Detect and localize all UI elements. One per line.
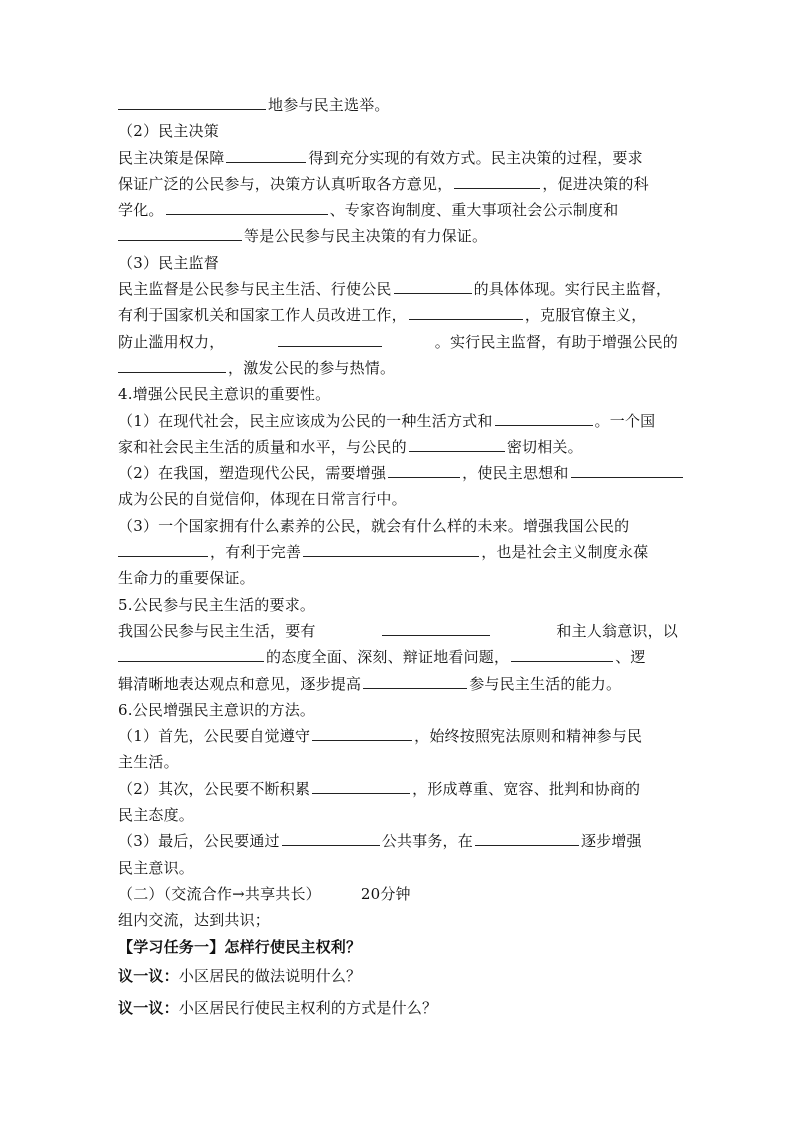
task-heading: 【学习任务一】怎样行使民主权利？	[118, 937, 362, 956]
fill-blank[interactable]	[382, 618, 490, 636]
text-line: （3）一个国家拥有什么素养的公民，就会有什么样的未来。增强我国公民的	[118, 516, 630, 535]
fill-blank[interactable]	[118, 92, 266, 110]
text-line: 防止滥用权力， 。实行民主监督，有助于增强公民的	[118, 329, 678, 355]
fill-blank[interactable]	[118, 355, 226, 373]
fill-blank[interactable]	[118, 539, 208, 557]
fill-blank[interactable]	[571, 460, 683, 478]
text-line: 主生活。	[118, 753, 179, 772]
text-line: ，有利于完善 ，也是社会主义制度永葆	[118, 539, 678, 565]
section-heading: 6.公民增强民主意识的方法。	[118, 700, 316, 719]
text-line: 民主决策是保障 得到充分实现的有效方式。民主决策的过程，要求	[118, 145, 678, 171]
section-heading: 4.增强公民民主意识的重要性。	[118, 385, 331, 404]
fill-blank[interactable]	[388, 460, 460, 478]
text-line: 的态度全面、深刻、辩证地看问题， 、逻	[118, 644, 678, 670]
fill-blank[interactable]	[118, 223, 242, 241]
text-line: （1）在现代社会，民主应该成为公民的一种生活方式和 。一个国	[118, 408, 678, 434]
fill-blank[interactable]	[475, 828, 579, 846]
section-heading: （二）（交流合作→共享共长） 20分钟	[118, 884, 411, 903]
fill-blank[interactable]	[394, 276, 472, 294]
text-line: 保证广泛的公民参与，决策方认真听取各方意见， ，促进决策的科	[118, 171, 678, 197]
fill-blank[interactable]	[226, 145, 306, 163]
fill-blank[interactable]	[118, 644, 264, 662]
text-line: 家和社会民主生活的质量和水平，与公民的 密切相关。	[118, 434, 678, 460]
text-line: 成为公民的自觉信仰，体现在日常言行中。	[118, 490, 407, 509]
text-line: 组内交流，达到共识；	[118, 911, 271, 930]
fill-blank[interactable]	[166, 197, 328, 215]
text-line: 学化。 、专家咨询制度、重大事项社会公示制度和	[118, 197, 678, 223]
fill-blank[interactable]	[278, 329, 382, 347]
text-line: （2）在我国，塑造现代公民，需要增强 ，使民主思想和	[118, 460, 678, 486]
text-line: 辑清晰地表达观点和意见，逐步提高 参与民主生活的能力。	[118, 671, 678, 697]
text-line: 民主监督是公民参与民主生活、行使公民 的具体体现。实行民主监督，	[118, 276, 678, 302]
fill-blank[interactable]	[312, 723, 412, 741]
fill-blank[interactable]	[303, 539, 479, 557]
fill-blank[interactable]	[409, 434, 505, 452]
section-heading: 5.公民参与民主生活的要求。	[118, 595, 316, 614]
text-line: ，激发公民的参与热情。	[118, 355, 678, 381]
section-heading: （2）民主决策	[118, 122, 219, 141]
text-line: 生命力的重要保证。	[118, 569, 255, 588]
text-line: 民主意识。	[118, 858, 195, 877]
fill-blank[interactable]	[312, 776, 410, 794]
text-line: 民主态度。	[118, 806, 195, 825]
text-line: （1）首先，公民要自觉遵守 ，始终按照宪法原则和精神参与民	[118, 723, 678, 749]
discussion-question: 议一议：小区居民的做法说明什么？	[118, 966, 362, 985]
text-line: （2）其次，公民要不断积累 ，形成尊重、宽容、批判和协商的	[118, 776, 678, 802]
fill-blank[interactable]	[454, 171, 540, 189]
text-line: （3）最后，公民要通过 公共事务，在 逐步增强	[118, 828, 678, 854]
fill-blank[interactable]	[495, 408, 593, 426]
section-heading: （3）民主监督	[118, 253, 219, 272]
text-line: 我国公民参与民主生活，要有 和主人翁意识，以	[118, 618, 678, 644]
text-line: 地参与民主选举。	[118, 92, 678, 118]
fill-blank[interactable]	[511, 644, 613, 662]
fill-blank[interactable]	[409, 302, 523, 320]
fill-blank[interactable]	[363, 671, 467, 689]
discussion-question: 议一议：小区居民行使民主权利的方式是什么？	[118, 999, 438, 1018]
fill-blank[interactable]	[282, 828, 380, 846]
document-page	[118, 92, 678, 1021]
text-line: 等是公民参与民主决策的有力保证。	[118, 223, 678, 249]
text-line: 有利于国家机关和国家工作人员改进工作， ，克服官僚主义，	[118, 302, 678, 328]
